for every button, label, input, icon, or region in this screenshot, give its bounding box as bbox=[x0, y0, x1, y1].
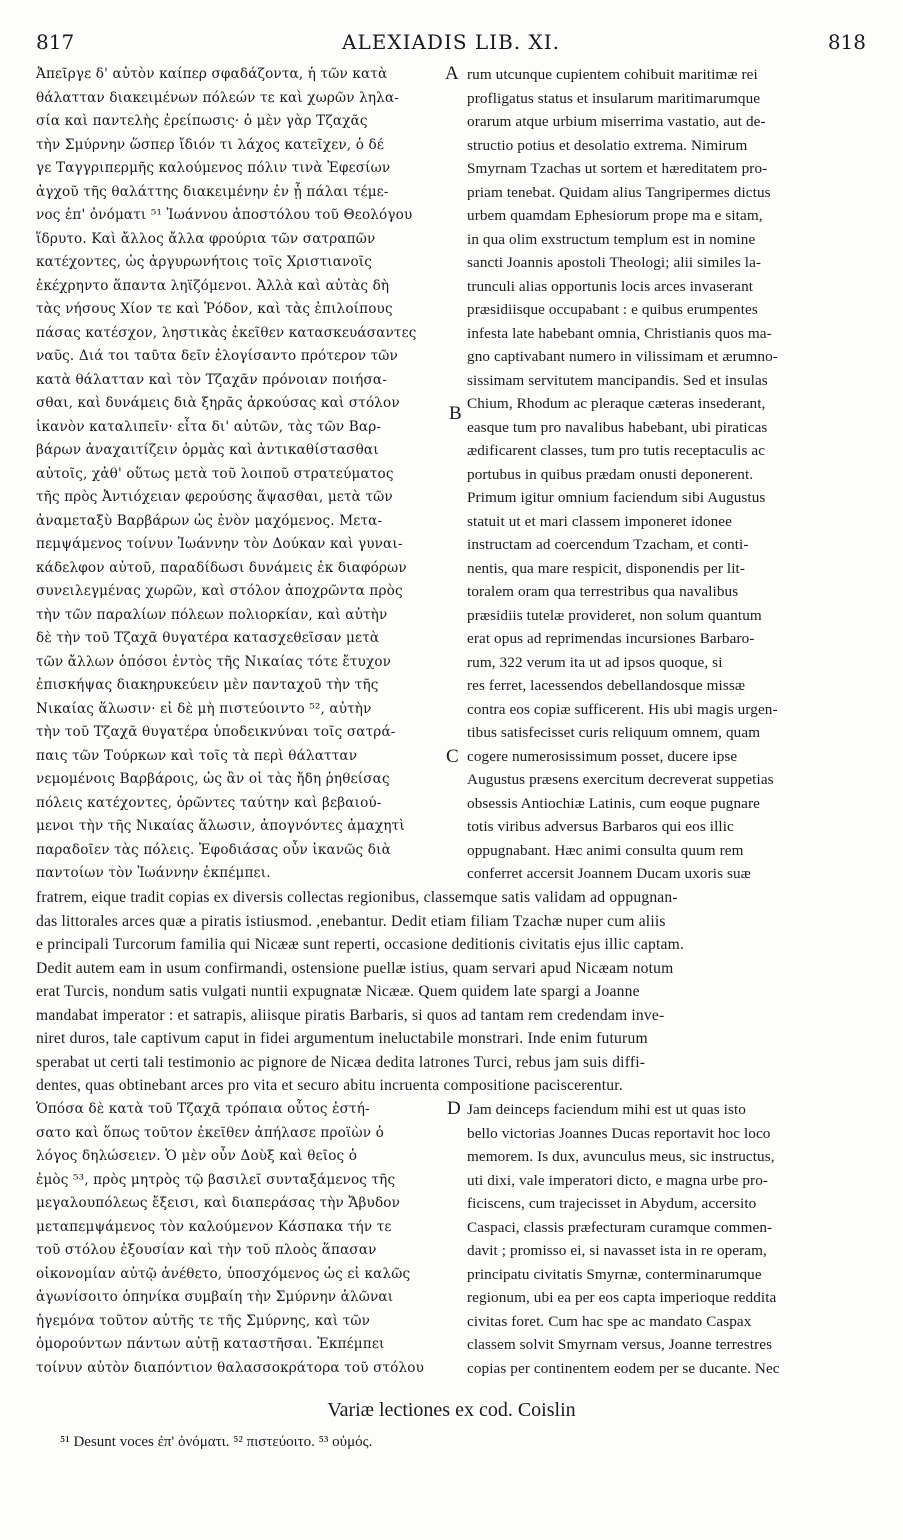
text-line: erat Turcis, nondum satis vulgati nuntii expugnatæ Nicææ. Quem quidem late spargi a Joanne bbox=[36, 983, 640, 1000]
text-line: civitas foret. Cum hac spe ac mandato Caspax bbox=[467, 1312, 752, 1330]
text-line: Ἀπεῖργε δ' αὐτὸν καίπερ σφαδάζοντα, ἡ τῶν κατὰ bbox=[36, 66, 388, 82]
text-line: obsessis Antiochiæ Latinis, cum eoque pugnare bbox=[467, 794, 761, 812]
text-line: rum, 322 verum ita ut ad ipsos quoque, si bbox=[467, 653, 723, 671]
text-line: παντοίων τὸν Ἰωάννην ἐκπέμπει. bbox=[36, 865, 271, 881]
text-line: τὴν τῶν παραλίων πόλεων πολιορκίαν, καὶ αὐτὴν bbox=[36, 606, 388, 623]
text-line: Caspaci, classis præfecturam curamque commen- bbox=[467, 1218, 773, 1236]
text-line: gno captivabant numero in vilissimam et ærumno- bbox=[467, 348, 778, 365]
text-line: παις τῶν Τούρκων καὶ τοῖς τὰ περὶ θάλατταν bbox=[36, 747, 358, 764]
text-line: structio potius et desolatio extrema. Nimirum bbox=[467, 136, 748, 154]
text-line: tibus satisfecisset curis reliquum omnem, quam bbox=[467, 724, 761, 741]
text-line: τὴν Σμύρνην ὥσπερ ἴδιόν τι λάχος κατεῖχεν, ὁ δέ bbox=[36, 136, 385, 153]
text-line: σία καὶ παντελὴς ἐρείπωσις· ὁ μὲν γὰρ Τζαχᾶς bbox=[36, 113, 368, 129]
text-line: priam tenebat. Quidam alius Tangripermes dictus bbox=[467, 183, 771, 201]
section-marker-a: A bbox=[445, 63, 459, 84]
text-line: οἰκονομίαν αὐτῷ ἀνέθετο, ὑποσχόμενος ὡς εἰ καλῶς bbox=[36, 1265, 411, 1282]
text-line: classem solvit Smyrnam versus, Joanne terrestres bbox=[467, 1336, 773, 1353]
text-line: τοῦ στόλου ἐξουσίαν καὶ τὴν τοῦ πλοὸς ἅπασαν bbox=[36, 1242, 377, 1258]
text-line: profligatus status et insularum maritimarumque bbox=[467, 89, 761, 107]
latin-column-bottom bbox=[467, 1098, 867, 1380]
text-line: e principali Turcorum familia qui Nicææ sunt reperti, occasione deditionis civitatis ejus illic captam. bbox=[36, 936, 685, 953]
text-line: νος ἐπ' ὀνόματι ⁵¹ Ἰωάννου ἀποστόλου τοῦ Θεολόγου bbox=[36, 207, 413, 223]
page-number-left: 817 bbox=[36, 30, 75, 54]
text-line: urbem quamdam Ephesiorum prope ma e sitam, bbox=[467, 207, 763, 224]
text-line: mandabat imperator : et satrapis, aliisque piratis Barbaris, si quos ad tantam rem credendam inve- bbox=[36, 1006, 665, 1024]
text-line: ἀγωνίσοιτο ὁπηνίκα συμβαίη τὴν Σμύρνην ἁλῶναι bbox=[36, 1289, 394, 1305]
text-line: oppugnabant. Hæc animi consulta quum rem bbox=[467, 841, 744, 859]
text-line: trunculi alias opportunis locis arces invaserant bbox=[467, 277, 754, 295]
text-line: ἱκανὸν καταλιπεῖν· εἶτα δι' αὐτῶν, τὰς τῶν Βαρ- bbox=[36, 418, 382, 435]
text-line: Ὁπόσα δὲ κατὰ τοῦ Τζαχᾶ τρόπαια οὗτος ἐστή- bbox=[36, 1101, 370, 1117]
text-line: ὁμορούντων πάντων αὐτῇ καταστῆσαι. Ἐκπέμπει bbox=[36, 1336, 385, 1352]
running-title: ALEXIADIS LIB. XI. bbox=[342, 30, 560, 54]
text-line: λόγος δηλώσειεν. Ὁ μὲν οὖν Δοὺξ καὶ θεῖος ὁ bbox=[36, 1148, 358, 1164]
text-line: in qua olim exstructum templum est in nomine bbox=[467, 230, 756, 248]
text-line: αὐτοῖς, χἀθ' οὕτως μετὰ τοῦ λοιποῦ στρατεύματος bbox=[36, 465, 394, 482]
text-line: κατὰ θάλατταν καὶ τὸν Τζαχᾶν πρόνοιαν ποιήσα- bbox=[36, 371, 387, 388]
latin-full-width bbox=[36, 886, 868, 1098]
text-line: πόλεις κατέχοντες, ὁρῶντες ταύτην καὶ βεβαιού- bbox=[36, 794, 382, 811]
text-line: portubus in quibus prædam onusti deponerent. bbox=[467, 465, 754, 483]
text-line: συνειλεγμένας χωρῶν, καὶ στόλον ἀποχρῶντα πρὸς bbox=[36, 583, 403, 599]
latin-column-top bbox=[467, 63, 867, 886]
text-line: res ferret, lacessendos debellandosque missæ bbox=[467, 677, 746, 694]
text-line: βάρων ἀναχαιτίζειν ὁρμὰς καὶ ἀντικαθίστασθαι bbox=[36, 442, 379, 458]
text-line: rum utcunque cupientem cohibuit maritimæ rei bbox=[467, 66, 758, 83]
text-line: uti dixi, vale imperatori dicto, e magna urbe pro- bbox=[467, 1171, 769, 1189]
text-line: νεμομένοις Βαρβάροις, ὡς ἂν οἱ τὰς ἤδη ῥηθείσας bbox=[36, 771, 390, 787]
variae-lectiones-heading: Variæ lectiones ex cod. Coislin bbox=[327, 1399, 576, 1421]
text-line: regionum, ubi ea per eos capta imperioque reddita bbox=[467, 1289, 777, 1306]
footnotes: ⁵¹ Desunt voces ἐπ' ὀνόματι. ⁵² πιστεύοιτο. ⁵³ οὐμός. bbox=[60, 1434, 373, 1450]
text-line: ἐπισκήψας διακηρυκεύειν μὲν πανταχοῦ τὴν τῆς bbox=[36, 677, 379, 693]
text-line: cogere numerosissimum posset, ducere ipse bbox=[467, 747, 738, 765]
text-line: τὴν τοῦ Τζαχᾶ θυγατέρα ὑποδεικνύναι τοῖς σατρά- bbox=[36, 724, 396, 740]
text-line: ædificarent classes, tum pro tutis receptaculis ac bbox=[467, 442, 766, 459]
text-line: μεγαλουπόλεως ἔξεισι, καὶ διαπεράσας τὴν Ἄβυδον bbox=[36, 1195, 401, 1211]
text-line: τοίνυν αὐτὸν διαπόντιον θαλασσοκράτορα τοῦ στόλου bbox=[36, 1359, 425, 1376]
greek-column-bottom bbox=[36, 1098, 454, 1380]
text-line: contra eos copiæ sufficerent. His ubi magis urgen- bbox=[467, 700, 778, 718]
section-marker-c: C bbox=[446, 746, 459, 767]
text-line: Smyrnam Tzachas ut sortem et hæreditatem pro- bbox=[467, 160, 768, 177]
text-line: Augustus præsens exercitum decreverat suppetias bbox=[467, 771, 774, 788]
text-line: ἐκέχρηντο ἅπαντα ληϊζόμενοι. Ἀλλὰ καὶ αὐτὰς δὴ bbox=[36, 277, 390, 294]
text-line: κάδελφον αὐτοῦ, παραδίδωσι δυνάμεις ἐκ διαφόρων bbox=[36, 559, 407, 576]
section-marker-b: B bbox=[449, 403, 462, 424]
text-line: ἀγχοῦ τῆς θαλάττης διακειμένην ἐν ᾗ πάλαι τέμε- bbox=[36, 183, 389, 200]
text-line: Chium, Rhodum ac pleraque cæteras insederant, bbox=[467, 395, 766, 412]
text-line: conferret accersit Joannem Ducam uxoris suæ bbox=[467, 865, 751, 882]
text-line: sissimam servitutem mancipandis. Sed et insulas bbox=[467, 371, 768, 389]
text-line: nentis, qua mare respicit, disponendis per lit- bbox=[467, 559, 746, 577]
text-line: ἐμὸς ⁵³, πρὸς μητρὸς τῷ βασιλεῖ συνταξάμενος τῆς bbox=[36, 1171, 396, 1188]
text-line: dentes, quas obtinebant arces pro vita et securo abitu incruenta compositione paciscerentur. bbox=[36, 1077, 623, 1094]
text-line: statuit ut et mari classem imponeret idonee bbox=[467, 512, 732, 530]
text-line: davit ; promisso ei, si navasset ista in re operam, bbox=[467, 1242, 767, 1259]
text-line: das littorales arces quæ a piratis istiusmod. ,enebantur. Dedit etiam filiam Tzachæ nuper cum aliis bbox=[36, 912, 666, 930]
text-line: copias per continentem eodem per se ducante. Nec bbox=[467, 1359, 780, 1377]
text-line: toralem oram qua terrestribus qua navalibus bbox=[467, 583, 739, 600]
text-line: bello victorias Joannes Ducas reportavit hoc loco bbox=[467, 1124, 771, 1142]
text-line: Jam deinceps faciendum mihi est ut quas isto bbox=[467, 1101, 746, 1118]
text-line: θάλατταν διακειμένων πόλεών τε καὶ χωρῶν ληλα- bbox=[36, 89, 400, 106]
text-line: μενοι τὴν τῆς Νικαίας ἅλωσιν, ἀπογνόντες ἀμαχητὶ bbox=[36, 818, 405, 834]
text-line: τὰς νήσους Χίον τε καὶ Ῥόδον, καὶ τὰς ἐπιλοίπους bbox=[36, 301, 393, 317]
page-header bbox=[36, 28, 866, 56]
text-line: Primum igitur omnium faciendum sibi Augustus bbox=[467, 489, 766, 506]
greek-column-top bbox=[36, 63, 454, 886]
text-line: πεμψάμενος τοίνυν Ἰωάννην τὸν Δούκαν καὶ γυναι- bbox=[36, 536, 403, 552]
section-marker-d: D bbox=[447, 1098, 461, 1119]
text-line: sancti Joannis apostoli Theologi; alii similes la- bbox=[467, 254, 762, 271]
text-line: orarum atque urbium miserrima vastatio, aut de- bbox=[467, 113, 766, 130]
text-line: fratrem, eique tradit copias ex diversis collectas regionibus, classemque satis validam ad oppugnan- bbox=[36, 889, 678, 906]
page-number-right: 818 bbox=[827, 30, 866, 54]
text-line: niret duros, tale captivum caput in fidei argumentum ineluctabile monstrari. Inde enim futurum bbox=[36, 1030, 648, 1047]
text-line: σθαι, καὶ δυνάμεις διὰ ξηρᾶς ἀρκούσας καὶ στόλον bbox=[36, 395, 400, 411]
text-line: præsidiisque occupabant : e quibus erumpentes bbox=[467, 301, 758, 318]
text-line: ἡγεμόνα τοῦτον αὐτῆς τε τῆς Σμύρνης, καὶ τῶν bbox=[36, 1312, 371, 1329]
text-line: præsidiis tutelæ provideret, non solum quantum bbox=[467, 606, 762, 624]
text-line: κατέχοντες, ὡς ἀργυρωνήτοις τοῖς Χριστιανοῖς bbox=[36, 254, 373, 270]
text-line: sperabat ut certi tali testimonio ac pignore de Nicæa dedita latrones Turci, rebus jam suis diffi- bbox=[36, 1053, 646, 1071]
text-line: ficiscens, cum trajecisset in Abydum, accersito bbox=[467, 1195, 757, 1212]
text-line: μεταπεμψάμενος τὸν καλούμενον Κάσπακα τήν τε bbox=[36, 1218, 392, 1235]
text-line: Νικαίας ἅλωσιν· εἰ δὲ μὴ πιστεύοιντο ⁵², αὐτὴν bbox=[36, 700, 372, 717]
text-line: easque tum pro navalibus habebant, ubi piraticas bbox=[467, 418, 768, 436]
text-line: δὲ τὴν τοῦ Τζαχᾶ θυγατέρα κατασχεθεῖσαν μετὰ bbox=[36, 630, 380, 646]
text-line: ἀναμεταξὺ Βαρβάρων ὡς ἐνὸν μαχόμενος. Μετα- bbox=[36, 512, 383, 529]
text-line: σατο καὶ ὅπως τοῦτον ἐκεῖθεν ἀπήλασε προϊὼν ὁ bbox=[36, 1124, 384, 1141]
text-line: memorem. Is dux, avunculus meus, sic instructus, bbox=[467, 1148, 775, 1165]
text-line: ἵδρυτο. Καὶ ἄλλος ἄλλα φρούρια τῶν σατραπῶν bbox=[36, 230, 376, 247]
text-line: παραδοῖεν τὰς πόλεις. Ἐφοδιάσας οὖν ἱκανῶς διὰ bbox=[36, 841, 391, 858]
text-line: τῆς πρὸς Ἀντιόχειαν φερούσης ἅψασθαι, μετὰ τῶν bbox=[36, 489, 393, 505]
text-line: γε Ταγγριπερμῆς καλούμενος πόλιν τινὰ Ἐφεσίων bbox=[36, 160, 391, 176]
text-line: instructam ad coercendum Tzacham, et conti- bbox=[467, 536, 749, 553]
text-line: Dedit autem eam in usum confirmandi, ostensione puellæ istius, quam servari apud Nicæam notum bbox=[36, 959, 674, 977]
text-line: infesta late habebant omnia, Christianis quos ma- bbox=[467, 324, 772, 342]
text-line: principatu civitatis Smyrnæ, conterminarumque bbox=[467, 1265, 762, 1283]
text-line: τῶν ἄλλων ὁπόσοι ἐντὸς τῆς Νικαίας τότε ἔτυχον bbox=[36, 653, 392, 670]
text-line: ναῦς. Διά τοι ταῦτα δεῖν ἐλογίσαντο πρότερον τῶν bbox=[36, 348, 398, 364]
text-line: erat opus ad reprimendas incursiones Barbaro- bbox=[467, 630, 755, 647]
text-line: πάσας κατέσχον, ληστικὰς ἐκεῖθεν κατασκευάσαντες bbox=[36, 324, 417, 341]
text-line: totis viribus adversus Barbaros qui eos illic bbox=[467, 818, 734, 835]
